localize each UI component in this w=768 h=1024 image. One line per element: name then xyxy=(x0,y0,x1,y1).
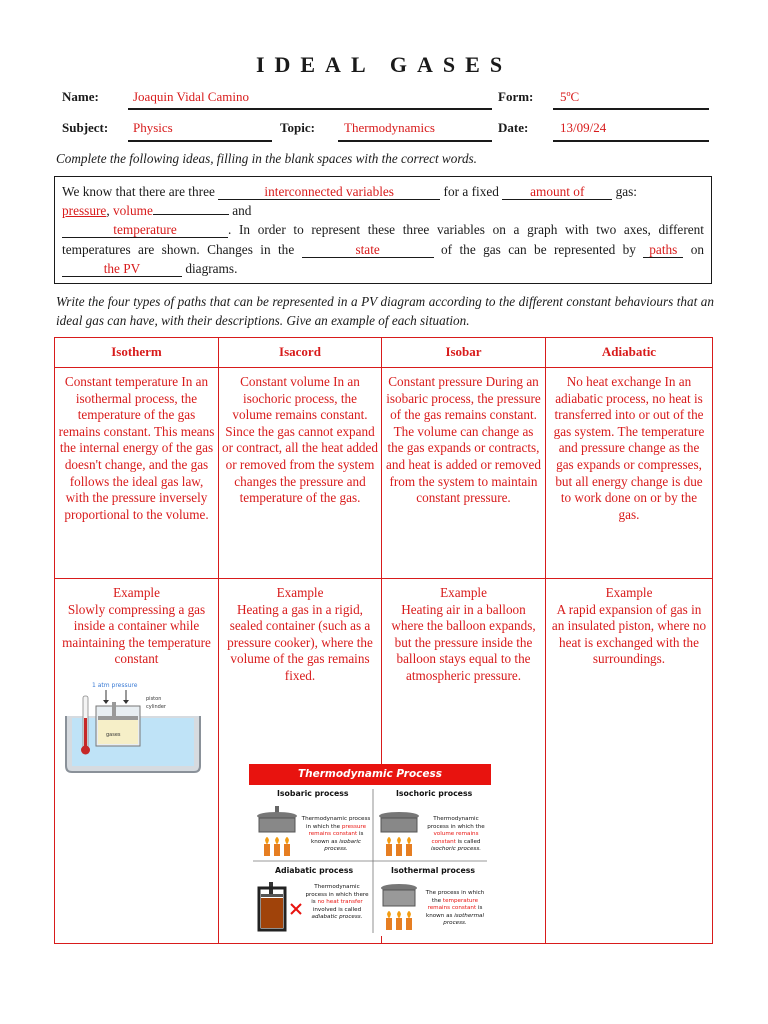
example-isotherm: Example Slowly compressing a gas inside a container while maintaining the temperature constant xyxy=(55,579,219,944)
topic-label: Topic: xyxy=(280,120,315,135)
isothermal-pot-icon xyxy=(377,882,421,934)
blank-volume-line xyxy=(153,214,229,215)
isotherm-water-bath-figure xyxy=(62,678,214,774)
date-label: Date: xyxy=(498,120,529,135)
form-label: Form: xyxy=(498,89,534,104)
example-adiabatic: Example A rapid expansion of gas in an insulated piston, where no heat is exchanged with the surroundings. xyxy=(546,579,713,944)
header-isobar: Isobar xyxy=(382,338,546,368)
isobaric-pot-icon xyxy=(255,806,299,860)
desc-adiabatic: No heat exchange In an adiabatic process, no heat is transferred into or out of the gas system. The temperature and pressure change as the gas expands or compresses, but all energy change is due to work done on or by the gas. xyxy=(546,368,713,579)
table-header-row xyxy=(55,338,713,368)
isochoric-description: Thermodynamic process in which the volume remains constant is called isochoric process. xyxy=(427,816,485,853)
example-isochoric: Example Heating a gas in a rigid, sealed container (such as a pressure cooker), where the volume of the gas remains fixed. xyxy=(219,579,382,944)
blank-2: amount of xyxy=(502,184,612,200)
topic-value: Thermodynamics xyxy=(344,120,435,135)
blank-4: state xyxy=(302,242,434,258)
adiabatic-cylinder-icon xyxy=(255,882,305,934)
blank-5: paths xyxy=(643,242,683,258)
name-underline xyxy=(128,108,492,110)
header-adiabatic: Adiabatic xyxy=(546,338,713,368)
example-isobaric: Example Heating air in a balloon where the balloon expands, but the pressure inside the balloon stays equal to the atmospheric pressure. xyxy=(382,579,546,944)
subject-label: Subject: xyxy=(62,120,109,135)
date-value: 13/09/24 xyxy=(560,120,607,135)
isochoric-process-label: Isochoric process xyxy=(396,789,473,798)
header-isotherm: Isotherm xyxy=(55,338,219,368)
svg-text:1 atm pressure: 1 atm pressure xyxy=(92,682,138,689)
form-underline xyxy=(553,108,709,110)
desc-isotherm: Constant temperature In an isothermal process, the temperature of the gas remains constant. This means the internal energy of the gas doesn't change, and the gas follows the ideal gas law, with the pressure inversely proportional to the volume. xyxy=(55,368,219,579)
isothermal-description: The process in which the temperature remains constant is known as isothermal process. xyxy=(425,890,485,927)
svg-text:gases: gases xyxy=(106,732,121,738)
word-pressure: pressure xyxy=(62,203,107,219)
thermodynamic-process-figure xyxy=(249,764,491,936)
page-title: IDEAL GASES xyxy=(255,52,513,77)
blank-3: temperature xyxy=(62,222,228,238)
date-underline xyxy=(553,140,709,142)
svg-text:piston: piston xyxy=(146,696,162,702)
fill-in-box: We know that there are three interconnected variables for a fixed amount of gas: pressure, volume and temperature . In order to represent these three variables on a graph with two axes, different temperatures are shown. Changes in the state of the gas can be represented by paths on the PV diagrams. xyxy=(54,176,712,284)
desc-isochoric: Constant volume In an isochoric process, the volume remains constant. Since the gas cannot expand or contract, all the heat added or removed from the system changes the pressure and temperature of the gas. xyxy=(219,368,382,579)
subject-underline xyxy=(128,140,272,142)
adiabatic-process-label: Adiabatic process xyxy=(275,866,354,875)
form-value: 5ºC xyxy=(560,89,580,104)
svg-text:cylinder: cylinder xyxy=(146,704,166,710)
isothermal-process-label: Isothermal process xyxy=(391,866,476,875)
adiabatic-description: Thermodynamic process in which there is no heat transfer involved is called adiabatic process. xyxy=(305,884,369,921)
isobaric-description: Thermodynamic process in which the pressure remains constant is known as isobaric process. xyxy=(301,816,371,853)
subject-value: Physics xyxy=(133,120,173,135)
isobaric-process-label: Isobaric process xyxy=(277,789,349,798)
blank-1: interconnected variables xyxy=(218,184,440,200)
header-isacord: Isacord xyxy=(219,338,382,368)
instruction-fill-blanks: Complete the following ideas, filling in the blank spaces with the correct words. xyxy=(56,151,477,166)
instruction-paths: Write the four types of paths that can be represented in a PV diagram according to the different constant behaviours that an ideal gas can have, with their descriptions. Give an example of each situation. xyxy=(56,294,714,328)
blank-6: the PV xyxy=(62,261,182,277)
thermodynamic-process-title: Thermodynamic Process xyxy=(249,764,491,785)
word-volume: volume xyxy=(112,203,153,219)
isochoric-pot-icon xyxy=(377,806,421,860)
topic-underline xyxy=(338,140,492,142)
name-value: Joaquin Vidal Camino xyxy=(133,89,249,104)
table-row-descriptions xyxy=(55,368,713,579)
desc-isobaric: Constant pressure During an isobaric process, the pressure of the gas remains constant. The volume can change as the gas expands or contracts, and heat is added or removed from the system to maintain constant pressure. xyxy=(382,368,546,579)
name-label: Name: xyxy=(62,89,99,104)
